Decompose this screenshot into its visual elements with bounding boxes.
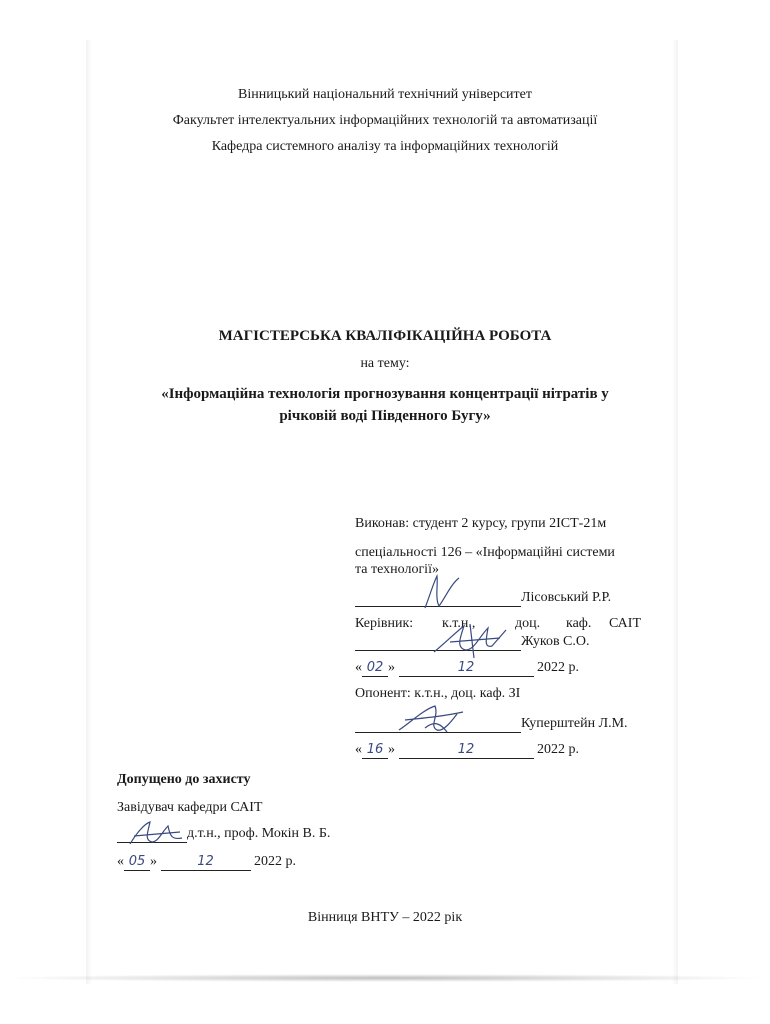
- work-type-title: МАГІСТЕРСЬКА КВАЛІФІКАЦІЙНА РОБОТА: [218, 328, 552, 344]
- place-year: Вінниця ВНТУ – 2022 рік: [307, 910, 463, 925]
- signature-line: [355, 716, 521, 733]
- supervisor-dept-word: каф.: [566, 616, 592, 631]
- date-month: 12: [457, 742, 475, 757]
- supervisor-date-row: « 02 » 12 2022 р.: [355, 660, 579, 675]
- topic-line-1: «Інформаційна технологія прогнозування концентрації нітратів у: [161, 386, 609, 402]
- date-day: 02: [366, 660, 384, 675]
- supervisor-title: доц.: [515, 616, 541, 631]
- date-day: 16: [366, 742, 384, 757]
- admitted-label: Допущено до захисту: [117, 772, 251, 787]
- on-topic-label: на тему:: [360, 356, 410, 371]
- supervisor-dept: САІТ: [609, 616, 641, 631]
- specialty-line-2: та технології»: [355, 562, 439, 577]
- scan-edge-left: [86, 40, 92, 984]
- signature-line: [355, 634, 521, 651]
- faculty-name: Факультет інтелектуальних інформаційних технологій та автоматизації: [172, 113, 598, 128]
- opponent-date-row: « 16 » 12 2022 р.: [355, 742, 579, 757]
- opponent-signature-row: [355, 716, 628, 733]
- scan-edge-right: [672, 40, 678, 984]
- supervisor-label: Керівник:: [355, 616, 414, 631]
- date-day: 05: [128, 854, 146, 869]
- date-month: 12: [197, 854, 214, 869]
- department-name: Кафедра системного аналізу та інформаційних технологій: [211, 139, 559, 154]
- opponent-label: Опонент: к.т.н., доц. каф. ЗІ: [355, 686, 521, 701]
- signature-line: [355, 590, 521, 607]
- topic-line-2: річковій воді Південного Бугу»: [279, 408, 491, 424]
- date-year: 2022 р.: [537, 660, 579, 675]
- opponent-name: Куперштейн Л.М.: [521, 716, 628, 731]
- date-month-line: [399, 660, 534, 677]
- date-month: 12: [457, 660, 475, 675]
- university-name: Вінницький національний технічний університет: [238, 87, 532, 102]
- student-name: Лісовський Р.Р.: [521, 590, 612, 605]
- head-signature-row: [117, 826, 330, 843]
- head-label: Завідувач кафедри САІТ: [117, 800, 263, 815]
- signature-line: [117, 826, 187, 843]
- approval-date-row: « 05 » 12 2022 р.: [117, 854, 296, 869]
- performed-by: Виконав: студент 2 курсу, групи 2ІСТ-21м: [355, 516, 607, 531]
- date-day-line: [362, 660, 388, 677]
- student-signature-row: [355, 590, 611, 607]
- date-year: 2022 р.: [254, 854, 296, 869]
- date-year: 2022 р.: [537, 742, 579, 757]
- date-day-line: [124, 854, 150, 871]
- date-month-line: [161, 854, 251, 871]
- head-name: д.т.н., проф. Мокін В. Б.: [187, 826, 331, 841]
- supervisor-name: Жуков С.О.: [521, 634, 590, 649]
- date-day-line: [362, 742, 388, 759]
- specialty-line-1: спеціальності 126 – «Інформаційні системи: [355, 545, 615, 560]
- scan-artifact: [0, 974, 770, 982]
- date-month-line: [399, 742, 534, 759]
- supervisor-degree: к.т.н.,: [442, 616, 476, 631]
- supervisor-signature-row: [355, 634, 590, 651]
